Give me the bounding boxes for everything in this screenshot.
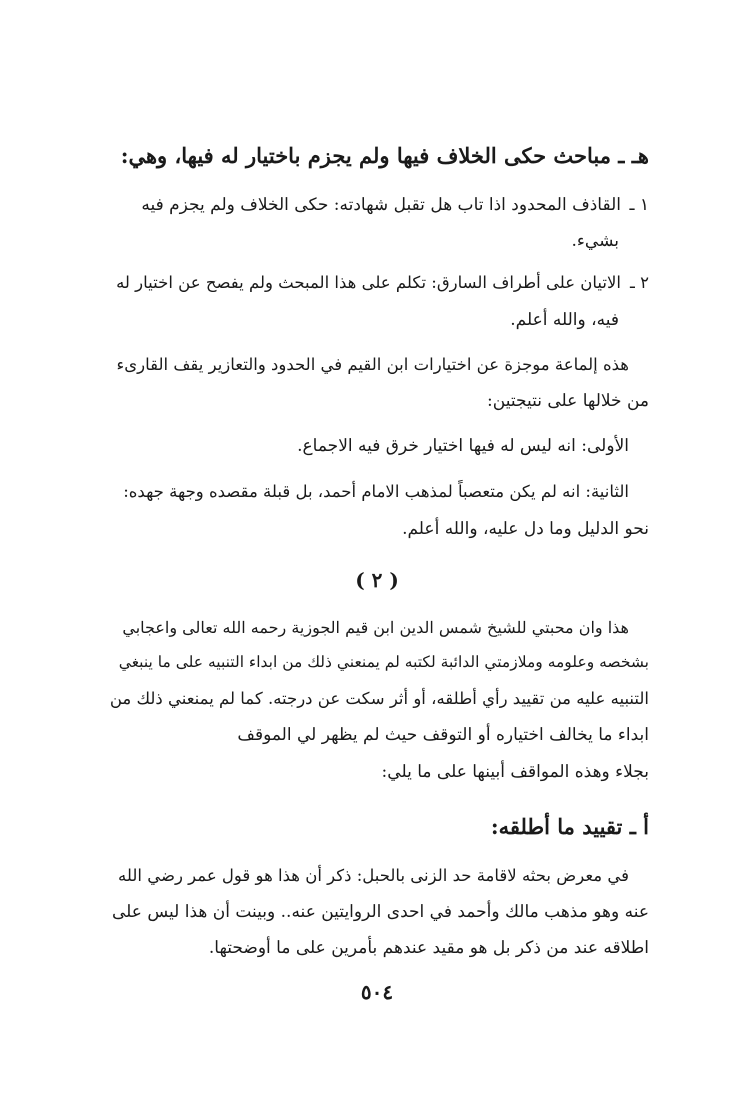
- section-he-heading: هـ ـ مباحث حكى الخلاف فيها ولم يجزم باختيار له فيها، وهي:: [120, 143, 649, 168]
- item-2-line-2: فيه، والله أعلم.: [510, 310, 619, 330]
- intro-line-2: بشخصه وعلومه وملازمتي الدائبة لكتبه لم يمنعني ذلك من ابداء التنبيه على ما ينبغي: [118, 653, 649, 671]
- summary-line-1: هذه إلماعة موجزة عن اختيارات ابن القيم في الحدود والتعازير يقف القارىء: [116, 355, 629, 374]
- item-1-line-2: بشيء.: [571, 231, 619, 251]
- summary-second-conclusion-line-2: نحو الدليل وما دل عليه، والله أعلم.: [402, 519, 649, 539]
- paragraph-a-line-1: في معرض بحثه لاقامة حد الزنى بالحبل: ذكر أن هذا هو قول عمر رضي الله: [118, 866, 629, 885]
- item-2-number: ٢ ـ: [630, 273, 649, 292]
- intro-line-4: ابداء ما يخالف اختياره أو التوقف حيث لم يظهر لي الموقف: [237, 725, 649, 745]
- intro-line-3: التنبيه عليه من تقييد رأي أطلقه، أو أثر سكت عن درجته. كما لم يمنعني ذلك من: [109, 689, 649, 708]
- summary-line-2: من خلالها على نتيجتين:: [487, 391, 649, 411]
- summary-second-conclusion-line-1: الثانية: انه لم يكن متعصباً لمذهب الامام أحمد، بل قبلة مقصده وجهة جهده:: [123, 482, 629, 501]
- section-number: ( ٢ ): [355, 568, 399, 592]
- item-2-line-1: [109, 273, 649, 292]
- paragraph-a-line-2: عنه وهو مذهب مالك وأحمد في احدى الروايتين عنه.. وبينت أن هذا ليس على: [111, 902, 649, 922]
- page-number: ٥٠٤: [360, 980, 394, 1004]
- item-1-number: ١ ـ: [629, 195, 649, 215]
- intro-line-5: بجلاء وهذه المواقف أبينها على ما يلي:: [381, 762, 649, 782]
- intro-line-1: هذا وان محبتي للشيخ شمس الدين ابن قيم الجوزية رحمه الله تعالى واعجابي: [122, 618, 629, 637]
- paragraph-a-line-3: اطلاقه عند من ذكر بل هو مقيد عندهم بأمرين على ما أوضحتها.: [208, 938, 649, 958]
- item-1-text: القاذف المحدود اذا تاب هل تقبل شهادته: حكى الخلاف ولم يجزم فيه: [141, 195, 621, 215]
- subsection-a-heading: أ ـ تقييد ما أطلقه:: [490, 814, 649, 839]
- item-1-line-1: [109, 195, 649, 215]
- summary-first-conclusion: الأولى: انه ليس له فيها اختيار خرق فيه الاجماع.: [297, 436, 629, 456]
- item-2-text: الاتيان على أطراف السارق: تكلم على هذا المبحث ولم يفصح عن اختيار له: [116, 273, 621, 292]
